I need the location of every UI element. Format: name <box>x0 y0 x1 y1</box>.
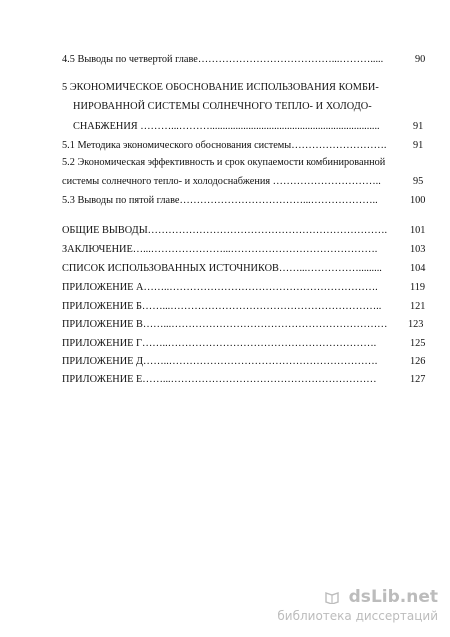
toc-entry-5-3: 5.3 Выводы по пятой главе………………………………...……………….. <box>62 195 378 206</box>
toc-page-5-3: 100 <box>410 195 426 206</box>
toc-entry-appendix-b: ПРИЛОЖЕНИЕ Б……...…………………………………………………….. <box>62 301 382 312</box>
toc-entry-appendix-v: ПРИЛОЖЕНИЕ В……...……………………………………………………… <box>62 319 388 330</box>
toc-entry-5-2-line1: 5.2 Экономическая эффективность и срок окупаемости комбинированной <box>62 157 386 168</box>
toc-entry-appendix-a: ПРИЛОЖЕНИЕ А……..……………………………………………………. <box>62 282 378 293</box>
toc-chapter-5-line3: СНАБЖЕНИЯ ………...……….................................................................. <box>73 121 380 132</box>
toc-page-5-1: 91 <box>413 140 424 151</box>
toc-page-appendix-b: 121 <box>410 301 426 312</box>
toc-entry-appendix-g: ПРИЛОЖЕНИЕ Г……..……………………………………………………. <box>62 338 377 349</box>
watermark-subtitle: библиотека диссертаций <box>277 609 438 623</box>
toc-page-4-5: 90 <box>415 54 426 65</box>
toc-entry-conclusions: ОБЩИЕ ВЫВОДЫ……………………………………………………………. <box>62 225 388 236</box>
watermark-logo <box>349 587 438 607</box>
toc-page-references: 104 <box>410 263 426 274</box>
toc-entry-summary: ЗАКЛЮЧЕНИЕ…...…………………...……………………………………. <box>62 244 378 255</box>
toc-entry-5-1: 5.1 Методика экономического обоснования системы………………………. <box>62 140 387 151</box>
toc-entry-4-5: 4.5 Выводы по четвертой главе…………………………………...………..... <box>62 54 384 65</box>
toc-entry-appendix-d: ПРИЛОЖЕНИЕ Д……..……………………………………………………. <box>62 356 378 367</box>
logo-lib: Lib <box>370 587 400 607</box>
logo-ds: ds <box>348 587 371 607</box>
toc-page-appendix-g: 125 <box>410 338 426 349</box>
toc-entry-5-2-line2: системы солнечного тепло- и холодоснабжения ………………………….. <box>62 176 381 187</box>
toc-entry-appendix-e: ПРИЛОЖЕНИЕ Е……...…………………………………………………… <box>62 374 377 385</box>
toc-page-appendix-v: 123 <box>408 319 424 330</box>
logo-net: .net <box>399 587 438 607</box>
toc-page-appendix-d: 126 <box>410 356 426 367</box>
toc-page-5-2: 95 <box>413 176 424 187</box>
toc-chapter-5-line1: 5 ЭКОНОМИЧЕСКОЕ ОБОСНОВАНИЕ ИСПОЛЬЗОВАНИЯ КОМБИ- <box>62 82 379 93</box>
toc-page-conclusions: 101 <box>410 225 426 236</box>
watermark <box>228 587 438 627</box>
toc-page-appendix-e: 127 <box>410 374 426 385</box>
toc-entry-references: СПИСОК ИСПОЛЬЗОВАННЫХ ИСТОЧНИКОВ……...……………......... <box>62 263 382 274</box>
toc-page-appendix-a: 119 <box>410 282 426 293</box>
toc-page-summary: 103 <box>410 244 426 255</box>
book-icon <box>325 590 339 604</box>
toc-chapter-5-line2: НИРОВАННОЙ СИСТЕМЫ СОЛНЕЧНОГО ТЕПЛО- И ХОЛОДО- <box>73 101 372 112</box>
toc-page-chapter-5: 91 <box>413 121 424 132</box>
